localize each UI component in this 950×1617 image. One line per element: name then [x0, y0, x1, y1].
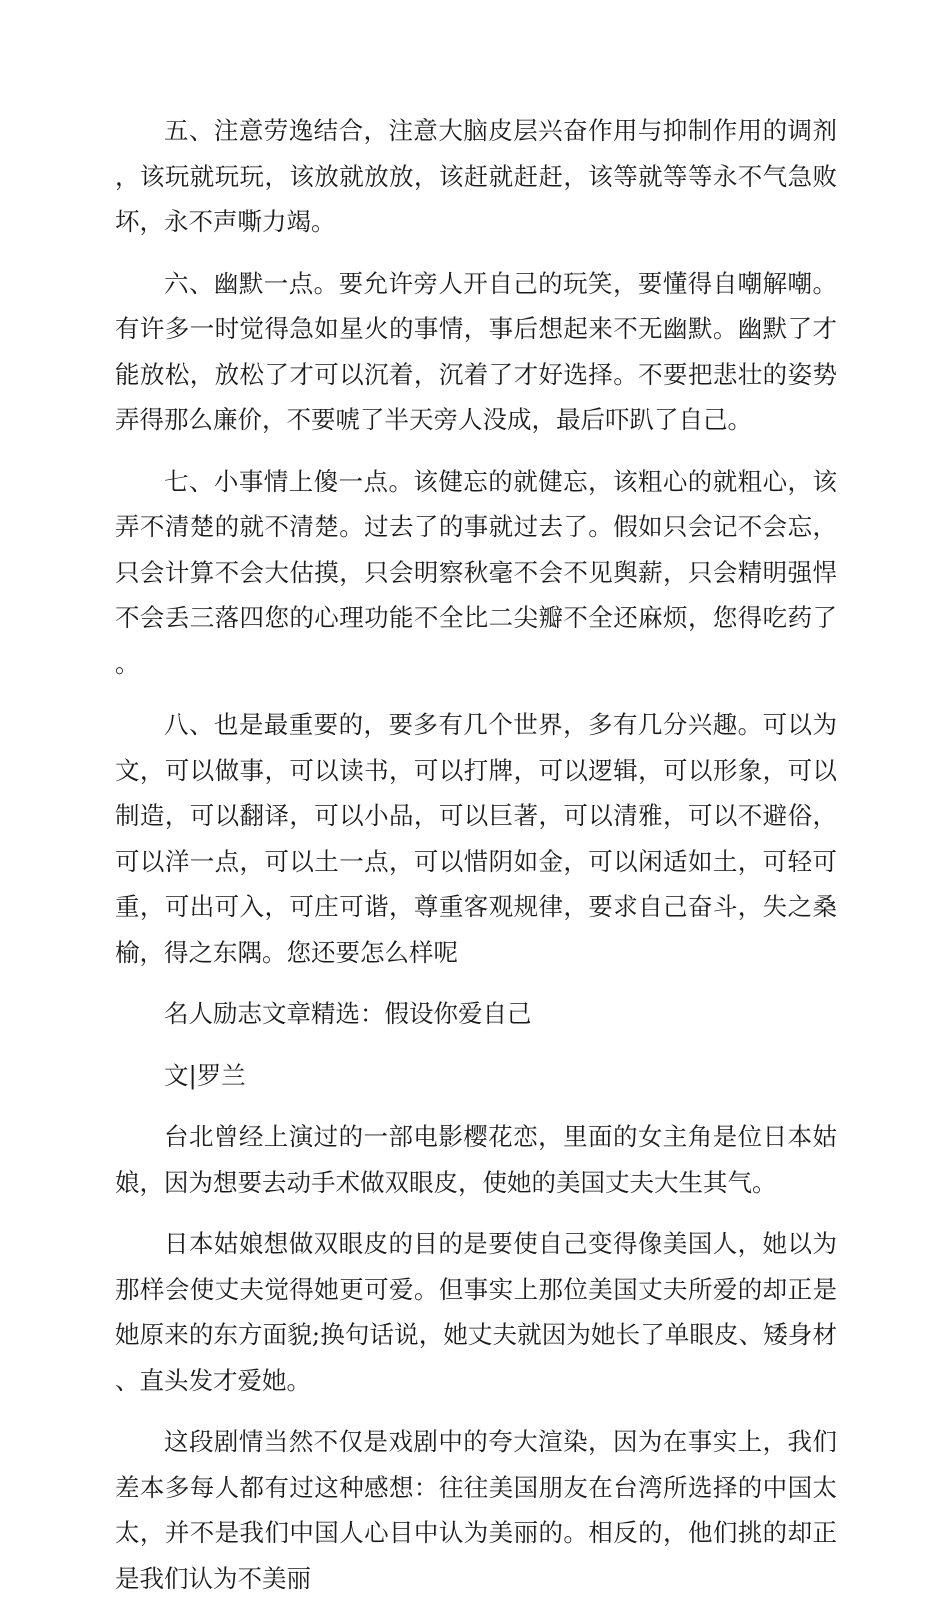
- article-author: 文|罗兰: [164, 1060, 246, 1090]
- article-title: 名人励志文章精选：假设你爱自己: [164, 999, 532, 1028]
- paragraph-movie-intro: 台北曾经上演过的一部电影樱花恋，里面的女主角是位日本姑娘，因为想要去动手术做双眼皮，使她的美国丈夫大生其气。: [115, 1122, 837, 1197]
- document-body: [115, 108, 837, 1617]
- paragraph-rule-seven: 七、小事情上傻一点。该健忘的就健忘，该粗心的就粗心，该弄不清楚的就不清楚。过去了的事就过去了。假如只会记不会忘，只会计算不会大估摸，只会明察秋毫不会不见舆薪，只会精明强悍不会丢三落四您的心理功能不全比二尖瓣不全还麻烦，您得吃药了。: [115, 466, 837, 678]
- paragraph-plot-commentary: 这段剧情当然不仅是戏剧中的夸大渲染，因为在事实上，我们差本多每人都有过这种感想：往往美国朋友在台湾所选择的中国太太，并不是我们中国人心目中认为美丽的。相反的，他们挑的却正是我们认为不美丽: [115, 1427, 837, 1593]
- paragraph-rule-eight: 八、也是最重要的，要多有几个世界，多有几分兴趣。可以为文，可以做事，可以读书，可以打牌，可以逻辑，可以形象，可以制造，可以翻译，可以小品，可以巨著，可以清雅，可以不避俗，可以洋一点，可以土一点，可以惜阴如金，可以闲适如土，可轻可重，可出可入，可庄可谐，尊重客观规律，要求自己奋斗，失之桑榆，得之东隅。您还要怎么样呢: [115, 710, 837, 967]
- paragraph-rule-five: 五、注意劳逸结合，注意大脑皮层兴奋作用与抑制作用的调剂，该玩就玩玩，该放就放放，该赶就赶赶，该等就等等永不气急败坏，永不声嘶力竭。: [115, 116, 837, 236]
- paragraph-rule-six: 六、幽默一点。要允许旁人开自己的玩笑，要懂得自嘲解嘲。有许多一时觉得急如星火的事情，事后想起来不无幽默。幽默了才能放松，放松了才可以沉着，沉着了才好选择。不要把悲壮的姿势弄得那么廉价，不要唬了半天旁人没成，最后吓趴了自己。: [115, 268, 837, 434]
- paragraph-double-eyelid: 日本姑娘想做双眼皮的目的是要使自己变得像美国人，她以为那样会使丈夫觉得她更可爱。但事实上那位美国丈夫所爱的却正是她原来的东方面貌;换句话说，她丈夫就因为她长了单眼皮、矮身材、直头发才爱她。: [115, 1229, 837, 1395]
